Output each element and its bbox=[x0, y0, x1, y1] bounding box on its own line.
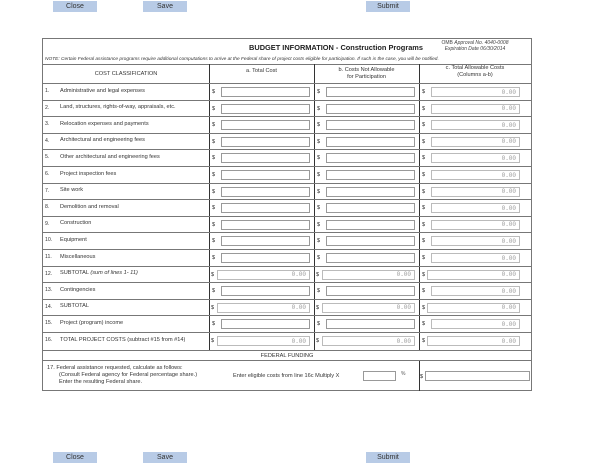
cell-total-cost bbox=[209, 267, 314, 283]
cell-allowable bbox=[419, 200, 531, 216]
dollar-sign: $ bbox=[317, 122, 321, 129]
line-17-text-2: (Consult Federal agency for Federal percentage share.) bbox=[59, 372, 198, 378]
row-label bbox=[60, 154, 160, 160]
dollar-sign: $ bbox=[422, 105, 426, 112]
dollar-sign: $ bbox=[212, 122, 216, 129]
cell-allowable bbox=[419, 117, 531, 133]
total-cost-input[interactable] bbox=[221, 319, 310, 329]
cost-row bbox=[43, 116, 531, 133]
row-number: 12. bbox=[45, 270, 53, 277]
total-cost-input[interactable] bbox=[217, 336, 310, 346]
cell-not-allowable bbox=[314, 267, 419, 283]
total-cost-input[interactable] bbox=[221, 87, 310, 97]
cell-not-allowable bbox=[314, 117, 419, 133]
save-button[interactable]: Save bbox=[143, 1, 187, 12]
dollar-sign: $ bbox=[317, 238, 321, 245]
cell-allowable bbox=[419, 84, 531, 100]
cell-not-allowable bbox=[314, 200, 419, 216]
line-17-instructions bbox=[47, 365, 197, 386]
dollar-sign: $ bbox=[422, 138, 426, 145]
cost-row bbox=[43, 249, 531, 266]
cell-total-cost bbox=[209, 250, 314, 266]
header-col-c-line1: c. Total Allowable Costs bbox=[445, 65, 505, 71]
dollar-sign: $ bbox=[422, 321, 426, 328]
row-label bbox=[60, 88, 145, 94]
not-allowable-input[interactable] bbox=[326, 236, 415, 246]
cell-total-cost bbox=[209, 300, 314, 316]
not-allowable-input[interactable] bbox=[326, 286, 415, 296]
row-label bbox=[60, 287, 95, 293]
total-cost-input[interactable] bbox=[221, 137, 310, 147]
header-classification: COST CLASSIFICATION bbox=[94, 71, 158, 77]
cell-not-allowable bbox=[314, 283, 419, 299]
row-label bbox=[60, 204, 119, 210]
dollar-sign: $ bbox=[212, 221, 216, 228]
row-number: 10. bbox=[45, 237, 53, 244]
not-allowable-input[interactable] bbox=[326, 319, 415, 329]
row-number: 15. bbox=[45, 320, 53, 327]
omb-prefix: OMB bbox=[441, 40, 453, 46]
cell-allowable bbox=[419, 333, 531, 349]
cost-row bbox=[43, 332, 531, 349]
total-cost-input[interactable] bbox=[221, 220, 310, 230]
total-cost-input[interactable] bbox=[217, 303, 310, 313]
allowable-input[interactable] bbox=[431, 220, 520, 230]
cell-allowable bbox=[419, 316, 531, 332]
budget-form bbox=[42, 38, 532, 391]
row-number: 11. bbox=[45, 254, 52, 260]
cell-total-cost bbox=[209, 184, 314, 200]
row-label-text: Miscellaneous bbox=[60, 253, 96, 260]
row-number: 4. bbox=[45, 137, 50, 144]
row-label bbox=[60, 303, 89, 309]
dollar-sign: $ bbox=[422, 89, 426, 95]
cell-not-allowable bbox=[314, 150, 419, 166]
row-label-text: Equipment bbox=[60, 236, 87, 243]
cell-total-cost bbox=[209, 316, 314, 332]
row-label bbox=[60, 270, 138, 276]
row-label bbox=[60, 320, 123, 326]
dollar-sign: $ bbox=[212, 205, 216, 212]
dollar-sign: $ bbox=[317, 288, 321, 295]
row-number: 7. bbox=[45, 187, 50, 194]
dollar-sign: $ bbox=[317, 105, 321, 112]
header-col-a: a. Total Cost bbox=[246, 68, 277, 74]
allowable-input[interactable] bbox=[431, 203, 520, 213]
cell-allowable bbox=[419, 150, 531, 166]
submit-button-bottom[interactable]: Submit bbox=[366, 452, 410, 463]
not-allowable-input[interactable] bbox=[326, 153, 415, 163]
dollar-sign: $ bbox=[316, 304, 320, 311]
row-number: 16. bbox=[45, 337, 53, 343]
multiply-label: Enter eligible costs from line 16c Multiply X bbox=[233, 373, 340, 379]
row-label-text: Administrative and legal expenses bbox=[60, 87, 145, 94]
dollar-sign: $ bbox=[212, 138, 216, 145]
cell-total-cost bbox=[209, 101, 314, 117]
dollar-sign: $ bbox=[212, 172, 216, 178]
cell-not-allowable bbox=[314, 84, 419, 100]
federal-share-cell bbox=[419, 361, 531, 392]
dollar-sign: $ bbox=[422, 155, 426, 162]
dollar-sign: $ bbox=[317, 321, 321, 328]
cost-row bbox=[43, 199, 531, 216]
cell-allowable bbox=[419, 233, 531, 249]
allowable-input[interactable] bbox=[431, 286, 520, 296]
cost-row bbox=[43, 133, 531, 150]
allowable-input[interactable] bbox=[427, 303, 520, 313]
cell-allowable bbox=[419, 267, 531, 283]
percent-symbol: % bbox=[401, 371, 406, 377]
header-col-b-line1: b. Costs Not Allowable bbox=[338, 67, 395, 73]
header-col-c bbox=[419, 65, 531, 84]
row-label-note: (sum of lines 1- 11) bbox=[90, 270, 138, 277]
omb-info bbox=[425, 40, 525, 52]
row-label bbox=[60, 137, 145, 143]
cost-row bbox=[43, 100, 531, 117]
cell-total-cost bbox=[209, 200, 314, 216]
not-allowable-input[interactable] bbox=[326, 120, 415, 130]
dollar-sign: $ bbox=[212, 89, 216, 95]
allowable-input[interactable] bbox=[431, 104, 520, 114]
federal-share-input[interactable] bbox=[425, 371, 530, 381]
allowable-input[interactable] bbox=[431, 236, 520, 246]
allowable-input[interactable] bbox=[431, 319, 520, 329]
total-cost-input[interactable] bbox=[221, 170, 310, 180]
dollar-sign: $ bbox=[317, 172, 321, 178]
form-title: BUDGET INFORMATION - Construction Programs bbox=[249, 43, 423, 52]
dollar-sign: $ bbox=[422, 205, 426, 212]
dollar-sign: $ bbox=[317, 155, 321, 162]
dollar-sign: $ bbox=[422, 271, 426, 278]
cell-allowable bbox=[419, 184, 531, 200]
allowable-input[interactable] bbox=[431, 120, 520, 130]
not-allowable-input[interactable] bbox=[326, 203, 415, 213]
not-allowable-input[interactable] bbox=[322, 336, 415, 346]
percentage-input[interactable] bbox=[363, 371, 396, 381]
total-cost-input[interactable] bbox=[221, 286, 310, 296]
row-label bbox=[60, 237, 87, 243]
header-col-b-line2: for Participation bbox=[347, 73, 386, 80]
not-allowable-input[interactable] bbox=[322, 303, 415, 313]
cost-row bbox=[43, 282, 531, 299]
not-allowable-input[interactable] bbox=[326, 137, 415, 147]
cell-allowable bbox=[419, 283, 531, 299]
cell-not-allowable bbox=[314, 184, 419, 200]
allowable-input[interactable] bbox=[427, 336, 520, 346]
row-number: 5. bbox=[45, 154, 50, 161]
dollar-sign: $ bbox=[212, 288, 216, 295]
cost-row bbox=[43, 266, 531, 283]
dollar-sign: $ bbox=[317, 138, 321, 145]
cell-not-allowable bbox=[314, 333, 419, 349]
omb-approval: Approval No. 4040-0008 bbox=[454, 40, 509, 46]
not-allowable-input[interactable] bbox=[326, 87, 415, 97]
dollar-sign: $ bbox=[212, 238, 216, 245]
not-allowable-input[interactable] bbox=[326, 220, 415, 230]
row-number: 1. bbox=[45, 88, 50, 94]
cell-not-allowable bbox=[314, 217, 419, 233]
not-allowable-input[interactable] bbox=[326, 187, 415, 197]
cell-total-cost bbox=[209, 84, 314, 100]
allowable-input[interactable] bbox=[431, 137, 520, 147]
row-number: 2. bbox=[45, 104, 50, 111]
header-row bbox=[43, 64, 531, 83]
cost-row bbox=[43, 183, 531, 200]
row-number: 13. bbox=[45, 287, 53, 294]
row-label-text: Project inspection fees bbox=[60, 170, 117, 177]
row-label-text: Construction bbox=[60, 220, 92, 227]
total-cost-input[interactable] bbox=[221, 153, 310, 163]
allowable-input[interactable] bbox=[431, 170, 520, 180]
cell-not-allowable bbox=[314, 316, 419, 332]
total-cost-input[interactable] bbox=[221, 104, 310, 114]
row-number: 3. bbox=[45, 121, 50, 128]
row-number: 8. bbox=[45, 204, 50, 211]
cell-total-cost bbox=[209, 333, 314, 349]
row-label-text: SUBTOTAL bbox=[60, 270, 89, 277]
row-label-text: Land, structures, rights-of-way, appraisals, etc. bbox=[60, 104, 176, 111]
row-label bbox=[60, 104, 176, 110]
cell-allowable bbox=[419, 101, 531, 117]
dollar-sign: $ bbox=[420, 374, 424, 380]
cell-total-cost bbox=[209, 134, 314, 150]
dollar-sign: $ bbox=[317, 205, 321, 212]
save-button-bottom[interactable]: Save bbox=[143, 452, 187, 463]
allowable-input[interactable] bbox=[431, 253, 520, 263]
dollar-sign: $ bbox=[212, 255, 216, 261]
dollar-sign: $ bbox=[316, 271, 320, 278]
dollar-sign: $ bbox=[422, 188, 426, 195]
dollar-sign: $ bbox=[422, 338, 426, 344]
submit-button[interactable]: Submit bbox=[366, 1, 410, 12]
total-cost-input[interactable] bbox=[221, 253, 310, 263]
dollar-sign: $ bbox=[212, 105, 216, 112]
cell-not-allowable bbox=[314, 300, 419, 316]
dollar-sign: $ bbox=[212, 188, 216, 195]
dollar-sign: $ bbox=[212, 155, 216, 162]
cost-row bbox=[43, 166, 531, 183]
dollar-sign: $ bbox=[317, 188, 321, 195]
dollar-sign: $ bbox=[422, 238, 426, 245]
cost-row bbox=[43, 299, 531, 316]
line-17-text-1: 17. Federal assistance requested, calculate as follows: bbox=[47, 365, 183, 371]
row-label bbox=[60, 171, 116, 177]
dollar-sign: $ bbox=[316, 338, 320, 344]
cell-total-cost bbox=[209, 167, 314, 183]
dollar-sign: $ bbox=[211, 304, 215, 311]
cell-total-cost bbox=[209, 217, 314, 233]
not-allowable-input[interactable] bbox=[322, 270, 415, 280]
header-col-b bbox=[314, 65, 419, 84]
cost-row bbox=[43, 315, 531, 332]
row-label-text: Other architectural and engineering fees bbox=[60, 153, 160, 160]
cost-row bbox=[43, 83, 531, 100]
cell-total-cost bbox=[209, 233, 314, 249]
cell-not-allowable bbox=[314, 134, 419, 150]
form-note: NOTE: Certain Federal assistance programs require additional computations to arrive at the Federal share of project costs eligible for participation. If such is the case, you will be notified. bbox=[45, 57, 439, 62]
dollar-sign: $ bbox=[422, 255, 426, 261]
total-cost-input[interactable] bbox=[217, 270, 310, 280]
cell-total-cost bbox=[209, 150, 314, 166]
total-cost-input[interactable] bbox=[221, 120, 310, 130]
dollar-sign: $ bbox=[211, 271, 215, 278]
total-cost-input[interactable] bbox=[221, 187, 310, 197]
federal-funding-header: FEDERAL FUNDING bbox=[43, 350, 531, 360]
cell-allowable bbox=[419, 300, 531, 316]
allowable-input[interactable] bbox=[431, 187, 520, 197]
row-number: 14. bbox=[45, 303, 53, 310]
row-label-text: Relocation expenses and payments bbox=[60, 120, 149, 127]
row-label bbox=[60, 254, 95, 260]
dollar-sign: $ bbox=[422, 172, 426, 178]
allowable-input[interactable] bbox=[427, 270, 520, 280]
cost-row bbox=[43, 232, 531, 249]
row-label-text: TOTAL PROJECT COSTS (subtract #15 from #14) bbox=[60, 336, 186, 343]
row-label-text: Project (program) income bbox=[60, 319, 124, 326]
omb-expiration: Expiration Date 06/30/2014 bbox=[444, 46, 506, 52]
row-number: 6. bbox=[45, 171, 50, 177]
cost-row bbox=[43, 216, 531, 233]
cell-not-allowable bbox=[314, 101, 419, 117]
dollar-sign: $ bbox=[212, 321, 216, 328]
line-17-row bbox=[43, 360, 531, 391]
cell-allowable bbox=[419, 217, 531, 233]
header-col-c-line2: (Columns a-b) bbox=[457, 71, 493, 78]
row-number: 9. bbox=[45, 220, 50, 227]
dollar-sign: $ bbox=[422, 122, 426, 129]
cell-total-cost bbox=[209, 117, 314, 133]
allowable-input[interactable] bbox=[431, 87, 520, 97]
not-allowable-input[interactable] bbox=[326, 170, 415, 180]
row-label-text: Site work bbox=[60, 187, 84, 194]
dollar-sign: $ bbox=[317, 89, 321, 95]
close-button[interactable]: Close bbox=[53, 1, 97, 12]
line-17-text-3: Enter the resulting Federal share. bbox=[59, 379, 143, 385]
row-label bbox=[60, 220, 91, 226]
row-label-text: SUBTOTAL bbox=[60, 303, 90, 310]
total-cost-input[interactable] bbox=[221, 203, 310, 213]
total-cost-input[interactable] bbox=[221, 236, 310, 246]
dollar-sign: $ bbox=[317, 255, 321, 261]
row-label-text: Architectural and engineering fees bbox=[60, 137, 145, 144]
dollar-sign: $ bbox=[422, 221, 426, 228]
cell-not-allowable bbox=[314, 233, 419, 249]
dollar-sign: $ bbox=[211, 338, 215, 344]
row-label bbox=[60, 337, 185, 343]
cell-allowable bbox=[419, 134, 531, 150]
row-label-text: Demolition and removal bbox=[60, 203, 119, 210]
cell-not-allowable bbox=[314, 250, 419, 266]
allowable-input[interactable] bbox=[431, 153, 520, 163]
cell-not-allowable bbox=[314, 167, 419, 183]
row-label bbox=[60, 187, 83, 193]
close-button-bottom[interactable]: Close bbox=[53, 452, 97, 463]
cost-row bbox=[43, 149, 531, 166]
not-allowable-input[interactable] bbox=[326, 104, 415, 114]
dollar-sign: $ bbox=[422, 304, 426, 311]
row-label-text: Contingencies bbox=[60, 286, 96, 293]
cell-allowable bbox=[419, 250, 531, 266]
dollar-sign: $ bbox=[317, 221, 321, 228]
cell-allowable bbox=[419, 167, 531, 183]
dollar-sign: $ bbox=[422, 288, 426, 295]
not-allowable-input[interactable] bbox=[326, 253, 415, 263]
cell-total-cost bbox=[209, 283, 314, 299]
row-label bbox=[60, 121, 149, 127]
